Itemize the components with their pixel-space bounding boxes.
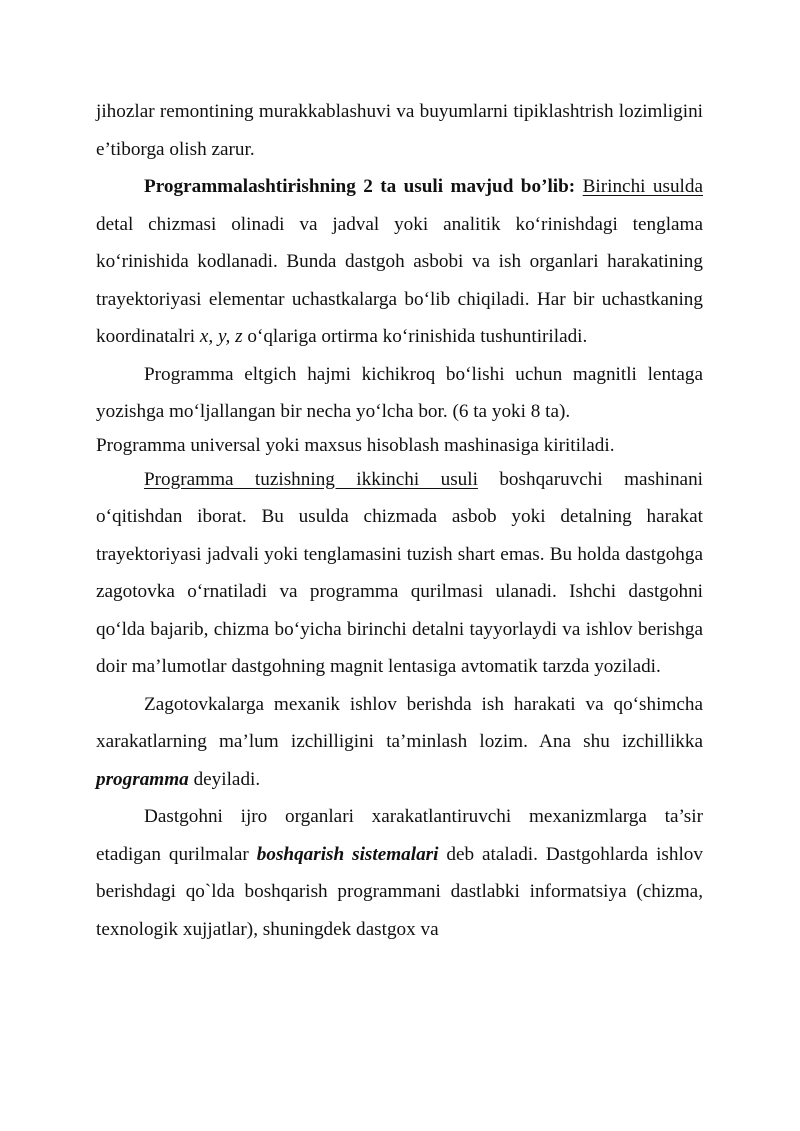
paragraph-text: Programma universal yoki maxsus hisoblash mashinasiga kiritiladi. [96,434,615,456]
paragraph-text: Dastgohni ijro organlari xarakatlantiruvchi mexanizmlarga ta’sir etadigan qurilmalar [96,806,703,865]
paragraph-text: Zagotovkalarga mexanik ishlov berishda ish harakati va qo‘shimcha xarakatlarning ma’lum izchilligini ta’minlash lozim. Ana shu izchillikka [96,693,703,752]
paragraph-control-systems [96,798,703,948]
paragraph-text: Programma eltgich hajmi kichikroq bo‘lishi uchun magnitli lentaga yozishga mo‘ljallangan bir necha yo‘lcha bor. (6 ta yoki 8 ta). [96,363,703,422]
paragraph-second-method [96,461,703,686]
bold-heading-text: Programmalashtirishning 2 ta usuli mavjud bo’lib: [144,176,576,197]
bold-italic-term-control-systems: boshqarish sistemalari [256,843,439,865]
bold-italic-term-programma: programma [96,768,189,790]
paragraph-text: deyiladi. [188,768,261,790]
paragraph-program-definition [96,686,703,799]
paragraph-text: detal chizmasi olinadi va jadval yoki analitik ko‘rinishdagi tenglama ko‘rinishida kodlanadi. Bunda dastgoh asbobi va ish organlari harakatining trayektoriyasi elementar uchastkalarga bo‘lib chiqiladi. Har bir uchastkaning koordinatalri [96,213,703,347]
paragraph-magnetic-tape [96,356,703,431]
paragraph-programming-methods [96,168,703,356]
paragraph-text: jihozlar remontining murakkablashuvi va buyumlarni tipiklashtrish lozimligini e’tiborga olish zarur. [96,101,703,160]
underlined-term-first-method: Birinchi usulda [582,176,704,197]
paragraph-text: o‘qlariga ortirma ko‘rinishida tushuntiriladi. [242,326,588,347]
paragraph-program-input [96,431,703,461]
paragraph-intro-continuation [96,93,703,168]
paragraph-text: deb ataladi. Dastgohlarda ishlov berishdagi qo`lda boshqarish programmani dastlabki informatsiya (chizma, texnologik xujjatlar), shuningdek dastgox va [96,843,703,940]
underlined-term-second-method: Programma tuzishning ikkinchi usuli [144,468,478,490]
document-page [96,93,703,948]
italic-axes-text: x, y, z [199,326,243,347]
paragraph-text: boshqaruvchi mashinani o‘qitishdan iborat. Bu usulda chizmada asbob yoki detalning harakat trayektoriyasi jadvali yoki tenglamasini tuzish shart emas. Bu holda dastgohga zagotovka o‘rnatiladi va programma qurilmasi ulanadi. Ishchi dastgohni qo‘lda bajarib, chizma bo‘yicha birinchi detalni tayyorlaydi va ishlov berishga doir ma’lumotlar dastgohning magnit lentasiga avtomatik tarzda yoziladi. [96,468,703,677]
